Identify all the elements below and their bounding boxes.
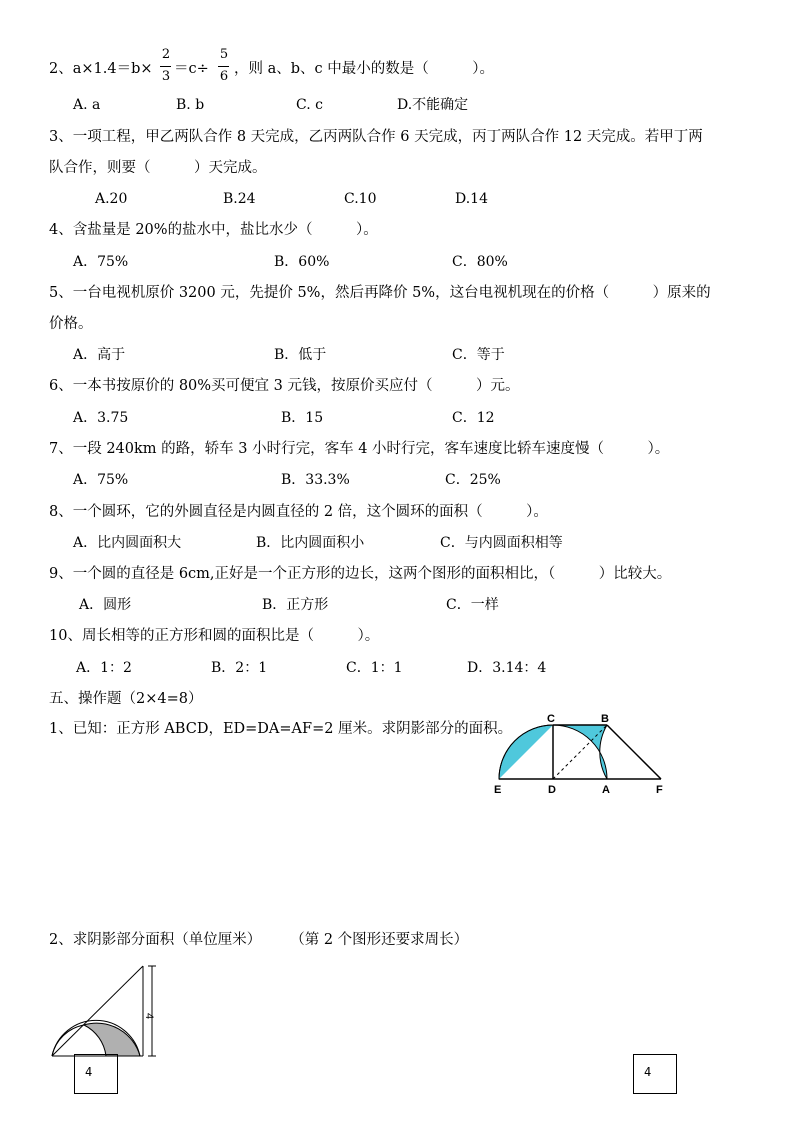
q6-text: 6、一本书按原价的 80%买可便宜 3 元钱，按原价买应付（ ）元。	[49, 378, 520, 394]
op1-label-a: A	[602, 784, 610, 796]
q10-option-c: C．1：1	[346, 660, 403, 676]
q2-option-c: C. c	[296, 97, 323, 113]
op1-label-e: E	[494, 784, 502, 796]
q8-option-a: A．比内圆面积大	[73, 535, 182, 551]
op1-label-d: D	[548, 784, 556, 796]
q6-option-c: C．12	[452, 410, 495, 426]
q7-text: 7、一段 240km 的路，轿车 3 小时行完，客车 4 小时行完，客车速度比轿车速度慢（ ）。	[49, 441, 670, 457]
op1-label-b: B	[601, 713, 609, 725]
q7-option-b: B．33.3%	[281, 472, 350, 488]
q4-text: 4、含盐量是 20%的盐水中，盐比水少（ ）。	[49, 222, 378, 238]
q7-option-c: C．25%	[445, 472, 501, 488]
op2-side-label: 4	[143, 1013, 155, 1020]
q7-option-a: A．75%	[73, 472, 129, 488]
q5-option-b: B．低于	[274, 347, 327, 363]
q9-option-c: C．一样	[446, 597, 499, 613]
q3-text-line1: 3、一项工程，甲乙两队合作 8 天完成，乙丙两队合作 6 天完成，丙丁两队合作 12 天完成。若甲丁两	[49, 129, 703, 145]
q5-text-line2: 价格。	[49, 316, 93, 332]
q4-option-b: B．60%	[274, 254, 330, 270]
q5-text-line1: 5、一台电视机原价 3200 元，先提价 5%，然后再降价 5%，这台电视机现在的价格（ ）原来的	[49, 285, 711, 301]
q2-fraction1-denominator: 3	[161, 69, 171, 84]
q2-option-b: B. b	[176, 97, 205, 113]
q5-option-a: A．高于	[73, 347, 126, 363]
q9-text: 9、一个圆的直径是 6cm,正好是一个正方形的边长，这两个图形的面积相比，（ ）比较大。	[49, 566, 672, 582]
section5-title: 五、操作题（2×4=8）	[49, 691, 203, 707]
q8-option-c: C．与内圆面积相等	[440, 535, 563, 551]
q10-text: 10、周长相等的正方形和圆的面积比是（ ）。	[49, 628, 380, 644]
q2-option-d: D.不能确定	[397, 97, 469, 113]
q8-text: 8、一个圆环，它的外圆直径是内圆直径的 2 倍，这个圆环的面积（ ）。	[49, 504, 548, 520]
op2-box-right	[633, 1054, 677, 1094]
q3-option-d: D.14	[455, 191, 488, 207]
q2-text-pre1: 2、a×1.4＝b×	[49, 61, 153, 77]
q5-option-c: C．等于	[452, 347, 505, 363]
q2-fraction1-numerator: 2	[161, 47, 171, 62]
q3-option-a: A.20	[95, 191, 128, 207]
q2-option-a: A. a	[73, 97, 101, 113]
q3-option-c: C.10	[344, 191, 377, 207]
q6-option-b: B．15	[281, 410, 324, 426]
q10-option-b: B．2：1	[211, 660, 268, 676]
q3-text-line2: 队合作，则要（ ）天完成。	[49, 160, 267, 176]
q9-option-a: A．圆形	[79, 597, 132, 613]
q2-fraction2-denominator: 6	[219, 69, 229, 84]
q6-option-a: A．3.75	[73, 410, 129, 426]
q10-option-a: A．1：2	[76, 660, 132, 676]
op2-box-left	[74, 1054, 118, 1094]
op2-box-left-label: 4	[85, 1065, 93, 1079]
q4-option-c: C．80%	[452, 254, 508, 270]
q8-option-b: B．比内圆面积小	[256, 535, 365, 551]
q9-option-b: B．正方形	[262, 597, 329, 613]
op2-shade-gray	[84, 1023, 140, 1056]
q10-option-d: D．3.14：4	[467, 660, 547, 676]
q3-option-b: B.24	[223, 191, 256, 207]
q2-text-pre2: ＝c÷	[174, 61, 209, 77]
op1-label-f: F	[656, 784, 663, 796]
q2-text-post: ，则 a、b、c 中最小的数是（ ）。	[234, 61, 495, 77]
op2-box-right-label: 4	[644, 1065, 652, 1079]
op2-text: 2、求阴影部分面积（单位厘米） （第 2 个图形还要求周长）	[49, 932, 469, 948]
op1-label-c: C	[547, 713, 555, 725]
q2-fraction2-numerator: 5	[219, 47, 229, 62]
op1-text: 1、已知：正方形 ABCD，ED=DA=AF=2 厘米。求阴影部分的面积。	[49, 721, 513, 737]
q4-option-a: A．75%	[73, 254, 129, 270]
